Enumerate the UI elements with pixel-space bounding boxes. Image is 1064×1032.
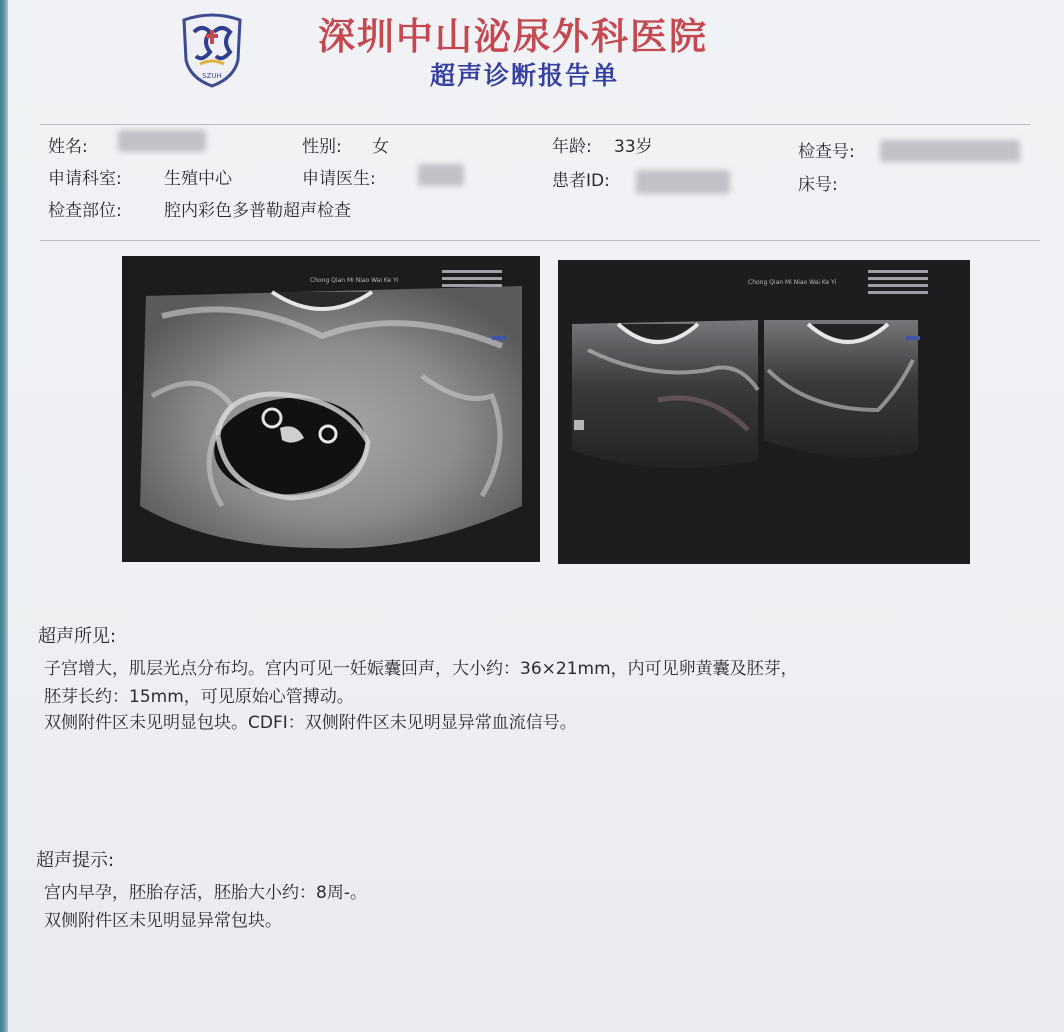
divider-bottom xyxy=(40,240,1040,241)
findings-title: 超声所见: xyxy=(38,626,117,647)
conclusion-line: 宫内早孕，胚胎存活，胚胎大小约：8周-。 xyxy=(44,883,367,903)
divider-top xyxy=(40,124,1030,125)
redacted-patient-id xyxy=(636,170,730,194)
hospital-name: 深圳中山泌尿外科医院 xyxy=(318,14,708,58)
gender-label: 性别: xyxy=(302,137,342,157)
conclusion-title: 超声提示: xyxy=(36,850,115,871)
report-title: 超声诊断报告单 xyxy=(430,61,620,90)
age-value: 33岁 xyxy=(614,137,653,157)
conclusion-line: 双侧附件区未见明显异常包块。 xyxy=(44,911,282,931)
exam-site-value: 腔内彩色多普勒超声检查 xyxy=(164,201,351,221)
logo-text: SZUH xyxy=(202,72,222,80)
patient-id-label: 患者ID: xyxy=(552,171,610,191)
age-label: 年龄: xyxy=(552,137,592,157)
left-image-header: Chong Qian Mi Niao Wai Ke Yi xyxy=(310,277,399,284)
name-label: 姓名: xyxy=(48,137,88,157)
dept-label: 申请科室: xyxy=(48,169,122,189)
exam-site-label: 检查部位: xyxy=(48,201,122,221)
doctor-label: 申请医生: xyxy=(302,169,376,189)
hospital-logo xyxy=(180,12,244,88)
ultrasound-image-left xyxy=(122,256,540,562)
right-image-header: Chong Qian Mi Niao Wai Ke Yi xyxy=(748,279,837,286)
exam-no-label: 检查号: xyxy=(798,142,855,162)
bed-label: 床号: xyxy=(798,175,838,195)
ultrasound-image-right xyxy=(558,260,970,564)
dept-value: 生殖中心 xyxy=(164,169,232,189)
redacted-doctor xyxy=(418,164,464,186)
findings-line: 胚芽长约：15mm，可见原始心管搏动。 xyxy=(44,687,354,707)
findings-line: 子宫增大，肌层光点分布均。宫内可见一妊娠囊回声，大小约：36×21mm，内可见卵黄囊及胚芽， xyxy=(44,659,798,679)
redacted-exam-no xyxy=(880,140,1020,162)
redacted-name xyxy=(118,130,206,152)
gender-value: 女 xyxy=(372,137,389,157)
findings-line: 双侧附件区未见明显包块。CDFI：双侧附件区未见明显异常血流信号。 xyxy=(44,713,577,733)
